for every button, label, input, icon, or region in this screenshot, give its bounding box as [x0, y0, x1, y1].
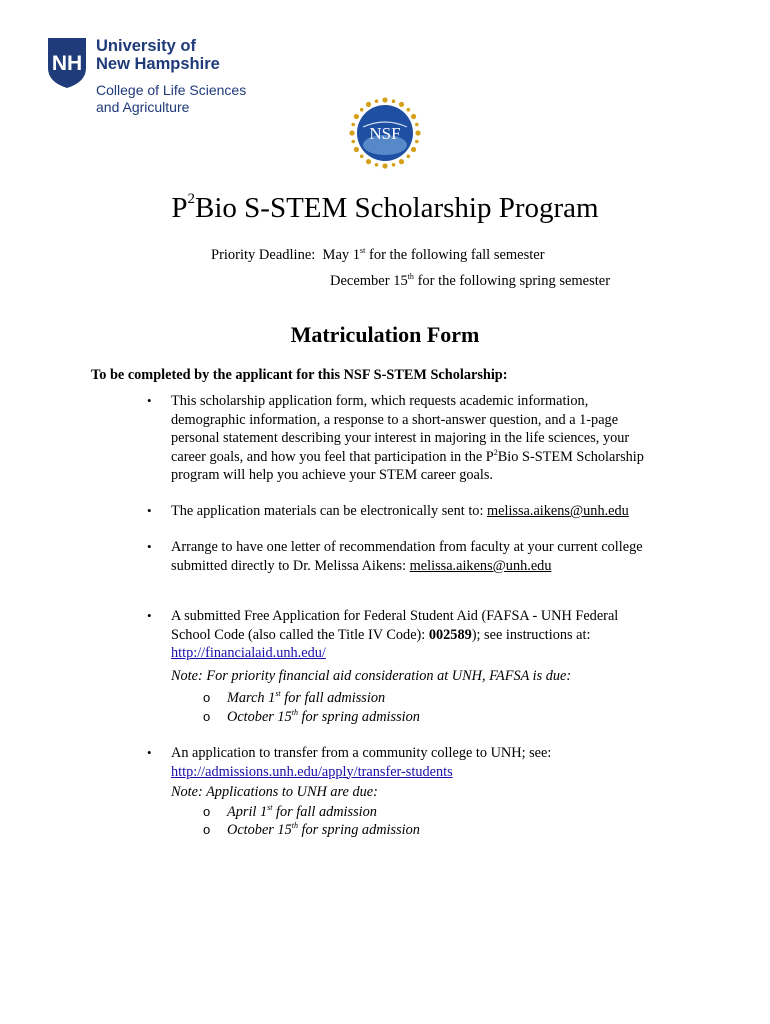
unh-logo: [48, 38, 248, 120]
priority-deadline-fall: Priority Deadline: May 1st for the following fall semester: [211, 246, 545, 263]
priority-deadline-spring: December 15th for the following spring semester: [330, 272, 611, 289]
bullet: •: [147, 539, 152, 554]
fafsa-note: Note: For priority financial aid consideration at UNH, FAFSA is due:: [171, 667, 572, 684]
financial-aid-link[interactable]: http://financialaid.unh.edu/: [171, 645, 326, 662]
bullet: •: [147, 393, 152, 408]
transfer-students-link[interactable]: http://admissions.unh.edu/apply/transfer-students: [171, 763, 453, 780]
svg-text:NH: NH: [51, 52, 83, 75]
svg-text:NSF: NSF: [369, 124, 401, 143]
college-name: College of Life Sciences and Agriculture: [96, 82, 247, 115]
intro-text: To be completed by the applicant for this NSF S-STEM Scholarship:: [91, 367, 508, 383]
bullet: •: [147, 608, 152, 623]
page-title: $P^2Bio$ S-STEM Scholarship Program: [171, 191, 599, 224]
university-name: University of New Hampshire: [96, 37, 220, 73]
bullet: •: [147, 745, 152, 760]
unh-shield-icon: [48, 38, 86, 88]
bullet: •: [147, 503, 152, 518]
email-link[interactable]: melissa.aikens@unh.edu: [409, 557, 552, 574]
form-title: Matriculation Form: [290, 322, 480, 347]
nsf-logo: [349, 97, 421, 169]
email-link[interactable]: melissa.aikens@unh.edu: [487, 503, 629, 519]
transfer-note: Note: Applications to UNH are due:: [171, 784, 378, 801]
